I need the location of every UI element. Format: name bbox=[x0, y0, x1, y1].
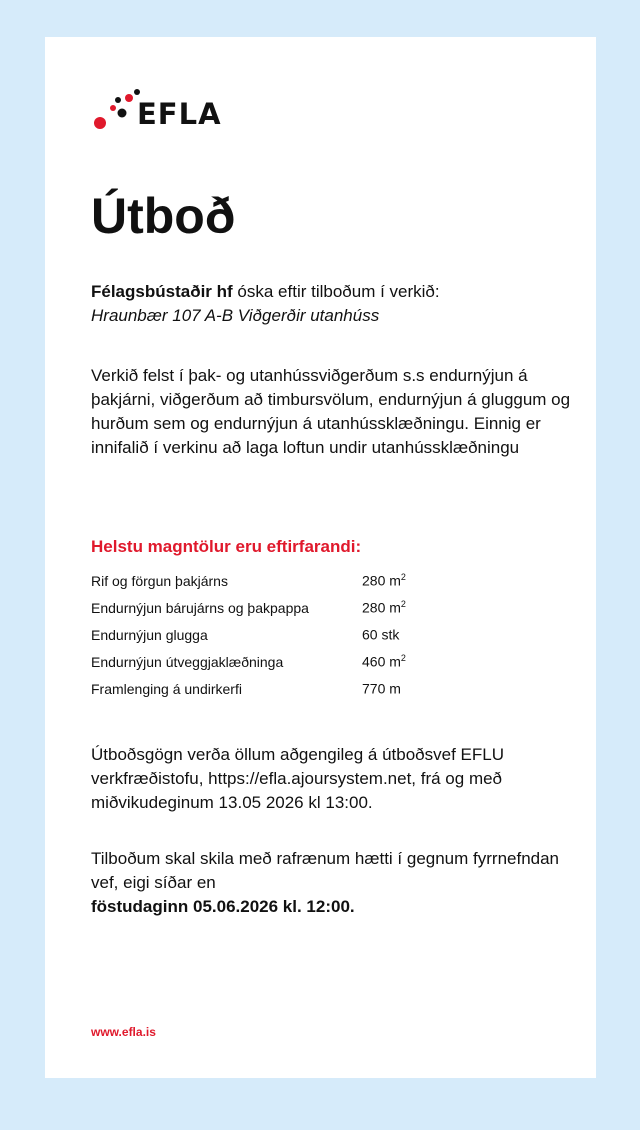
quantity-label: Framlenging á undirkerfi bbox=[91, 680, 242, 697]
deadline-paragraph bbox=[91, 847, 571, 919]
list-item bbox=[91, 567, 551, 594]
quantities-list bbox=[91, 567, 551, 702]
page-title: Útboð bbox=[91, 188, 236, 244]
list-item bbox=[91, 648, 551, 675]
list-item bbox=[91, 621, 551, 648]
quantity-label: Endurnýjun glugga bbox=[91, 626, 208, 643]
efla-wordmark: EFLA bbox=[137, 97, 222, 131]
project-name: Hraunbær 107 A-B Viðgerðir utanhúss bbox=[91, 306, 380, 325]
project-description: Verkið felst í þak- og utanhússviðgerðum s.s endurnýjun á þakjárni, viðgerðum að timbursvölum, endurnýjun á gluggum og hurðum sem og endurnýjun á utanhússklæðningu. Einnig er innifalið í verkinu að laga loftun undir utanhússklæðningu bbox=[91, 366, 571, 457]
deadline-text: Tilboðum skal skila með rafrænum hætti í gegnum fyrrnefndan vef, eigi síðar en bbox=[91, 849, 560, 892]
footer-link[interactable]: www.efla.is bbox=[91, 1025, 156, 1039]
quantity-value: 280 $m^2$ bbox=[362, 572, 406, 589]
advertisement-card bbox=[45, 37, 596, 1078]
intro-paragraph bbox=[91, 280, 571, 328]
list-item bbox=[91, 594, 551, 621]
intro-lead: óska eftir tilboðum í verkið: bbox=[232, 282, 440, 301]
quantity-value: 770 m bbox=[362, 680, 401, 697]
quantity-label: Endurnýjun bárujárns og þakpappa bbox=[91, 599, 309, 616]
quantity-value: 460 $m^2$ bbox=[362, 653, 406, 670]
list-item bbox=[91, 675, 551, 702]
quantity-label: Rif og förgun þakjárns bbox=[91, 572, 228, 589]
quantities-heading: Helstu magntölur eru eftirfarandi: bbox=[91, 537, 362, 556]
efla-logo bbox=[91, 87, 241, 135]
client-name: Félagsbústaðir hf bbox=[91, 282, 233, 301]
quantity-value: 280 $m^2$ bbox=[362, 599, 406, 616]
quantity-value: 60 stk bbox=[362, 626, 400, 643]
deadline-date: föstudaginn 05.06.2026 kl. 12:00. bbox=[91, 897, 355, 916]
quantity-label: Endurnýjun útveggjaklæðninga bbox=[91, 653, 284, 670]
documents-paragraph: Útboðsgögn verða öllum aðgengileg á útboðsvef EFLU verkfræðistofu, https://efla.ajoursystem.net, frá og með miðvikudeginum 13.05 2026 kl 13:00. bbox=[91, 745, 504, 812]
